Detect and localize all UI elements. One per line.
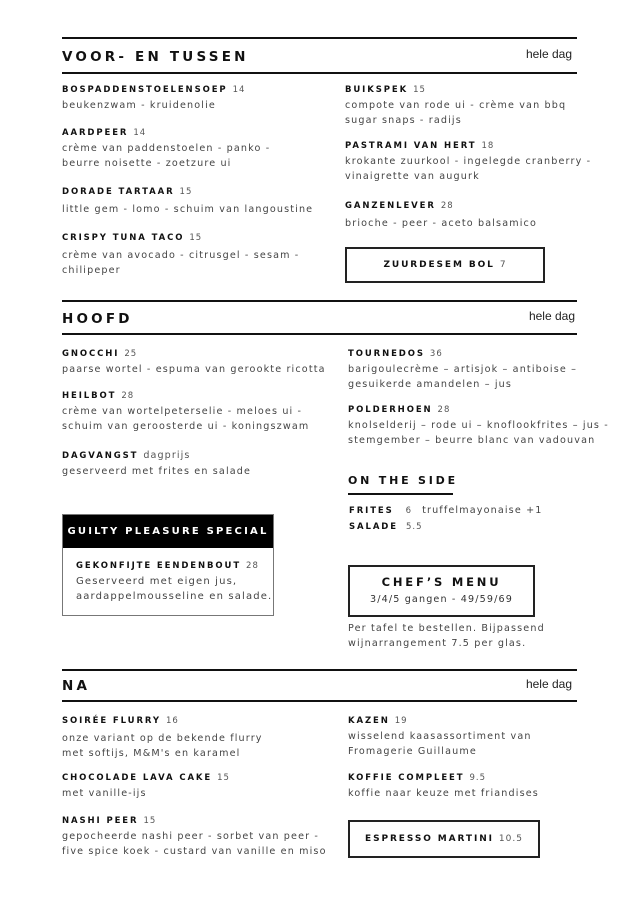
menu-item [62, 230, 299, 278]
item-name: ZUURDESEM BOL [383, 260, 495, 270]
menu-item [348, 346, 577, 392]
item-name: AARDPEER [62, 128, 129, 138]
item-price: 28 [246, 561, 259, 571]
menu-item [345, 138, 591, 184]
divider [62, 333, 577, 335]
divider [62, 300, 577, 302]
item-name: BOSPADDENSTOELENSOEP [62, 85, 228, 95]
side-item [349, 503, 543, 535]
item-desc: gepocheerde nashi peer - sorbet van peer - [62, 831, 320, 842]
menu-item [348, 402, 609, 448]
item-desc: little gem - lomo - schuim van langoustine [62, 204, 314, 215]
chefs-menu-note [348, 621, 545, 651]
menu-item [348, 770, 539, 801]
item-desc: crème van paddenstoelen - panko - [62, 143, 271, 154]
menu-item [62, 813, 327, 859]
item-price: 15 [179, 187, 193, 197]
guilty-pleasure-special [62, 514, 274, 616]
item-name: BUIKSPEK [345, 85, 409, 95]
menu-item [62, 388, 309, 434]
item-price: 9.5 [469, 773, 486, 783]
item-name: SOIRÉE FLURRY [62, 716, 161, 726]
item-price: 28 [121, 391, 135, 401]
highlight-box-zuurdesem [345, 247, 545, 283]
item-desc: crème van avocado - citrusgel - sesam - [62, 250, 300, 261]
menu-item [62, 448, 251, 479]
menu-item [345, 198, 537, 231]
item-name: NASHI PEER [62, 816, 139, 826]
item-desc: krokante zuurkool - ingelegde cranberry - [345, 156, 592, 167]
item-name: DORADE TARTAAR [62, 187, 175, 197]
item-price: 15 [143, 816, 157, 826]
chefs-menu-title: CHEF’S MENU [381, 575, 502, 589]
item-price: 18 [481, 141, 495, 151]
item-price: 15 [217, 773, 230, 783]
special-header: GUILTY PLEASURE SPECIAL [63, 515, 273, 548]
chefs-menu-box [348, 565, 535, 617]
item-name: HEILBOT [62, 391, 117, 401]
menu-item [62, 713, 263, 761]
item-extra: truffelmayonaise +1 [422, 505, 543, 516]
menu-item [62, 184, 313, 217]
item-desc: five spice koek - custard van vanille en miso [62, 846, 327, 857]
item-desc: Fromagerie Guillaume [348, 746, 477, 757]
item-desc: barigoulecrème – artisjok – antiboise – [348, 364, 578, 375]
note-line: wijnarrangement 7.5 per glas. [348, 638, 527, 649]
item-name: SALADE [349, 522, 398, 532]
item-price: 14 [133, 128, 147, 138]
item-price: dagprijs [143, 450, 191, 461]
on-the-side-title: ON THE SIDE [348, 474, 458, 487]
item-price: 28 [437, 405, 451, 415]
item-desc: sugar snaps - radijs [345, 115, 462, 126]
item-name: PASTRAMI VAN HERT [345, 141, 477, 151]
menu-item [345, 82, 566, 128]
section-time-voor: hele dag [525, 47, 572, 61]
item-desc: paarse wortel - espuma van gerookte ricotta [62, 364, 326, 375]
section-title-voor: VOOR- EN TUSSEN [62, 49, 249, 65]
item-desc: beukenzwam - kruidenolie [62, 100, 216, 111]
menu-item [62, 346, 326, 377]
divider [348, 493, 453, 495]
divider [62, 700, 577, 702]
item-name: KAZEN [348, 716, 390, 726]
item-desc: met softijs, M&M's en karamel [62, 748, 241, 759]
item-name: GEKONFIJTE EENDENBOUT [76, 561, 242, 571]
item-name: DAGVANGST [62, 451, 139, 461]
item-name: ESPRESSO MARTINI [365, 834, 494, 844]
item-desc: koffie naar keuze met friandises [348, 788, 539, 799]
menu-item [348, 713, 532, 759]
item-desc: schuim van geroosterde ui - koningszwam [62, 421, 310, 432]
chefs-menu-sub: 3/4/5 gangen - 49/59/69 [369, 594, 514, 605]
menu-item [62, 82, 245, 113]
item-price: 6 [405, 506, 413, 516]
item-name: FRITES [349, 506, 394, 516]
item-desc: onze variant op de bekende flurry [62, 733, 263, 744]
section-title-hoofd: HOOFD [62, 311, 133, 327]
item-desc: gesuikerde amandelen – jus [348, 379, 513, 390]
item-price: 15 [413, 85, 426, 95]
item-desc: knolselderij – rode ui – knoflookfrites – jus - [348, 420, 609, 431]
item-price: 28 [440, 201, 454, 211]
item-desc: Geserveerd met eigen jus, [76, 576, 238, 587]
item-desc: aardappelmousseline en salade. [76, 591, 273, 602]
item-desc: stemgember – beurre blanc van vadouvan [348, 435, 596, 446]
item-desc: wisselend kaasassortiment van [348, 731, 532, 742]
item-desc: crème van wortelpeterselie - meloes ui - [62, 406, 303, 417]
highlight-box-espresso-martini [348, 820, 540, 858]
item-price: 5.5 [405, 522, 423, 532]
divider [62, 72, 577, 74]
section-time-na: hele dag [525, 677, 572, 691]
item-desc: brioche - peer - aceto balsamico [345, 218, 537, 229]
section-time-hoofd: hele dag [528, 309, 575, 323]
item-price: 25 [124, 349, 138, 359]
item-name: TOURNEDOS [348, 349, 425, 359]
item-name: CRISPY TUNA TACO [62, 233, 185, 243]
section-title-na: NA [62, 678, 91, 694]
divider [62, 669, 577, 671]
menu-item [62, 770, 230, 801]
item-desc: chilipeper [62, 265, 121, 276]
divider [62, 37, 577, 39]
item-price: 7 [499, 260, 507, 270]
item-desc: compote van rode ui - crème van bbq [345, 100, 567, 111]
item-name: KOFFIE COMPLEET [348, 773, 465, 783]
item-desc: vinaigrette van augurk [345, 171, 480, 182]
item-name: GANZENLEVER [345, 201, 436, 211]
item-price: 15 [189, 233, 203, 243]
item-price: 36 [429, 349, 443, 359]
note-line: Per tafel te bestellen. Bijpassend [348, 623, 545, 634]
item-name: GNOCCHI [62, 349, 120, 359]
item-name: POLDERHOEN [348, 405, 433, 415]
item-name: CHOCOLADE LAVA CAKE [62, 773, 213, 783]
item-price: 16 [165, 716, 179, 726]
item-desc: met vanille-ijs [62, 788, 147, 799]
item-desc: beurre noisette - zoetzure ui [62, 158, 232, 169]
item-price: 19 [394, 716, 408, 726]
item-desc: geserveerd met frites en salade [62, 466, 252, 477]
item-price: 14 [232, 85, 246, 95]
item-price: 10.5 [498, 834, 523, 844]
menu-item [62, 125, 270, 171]
